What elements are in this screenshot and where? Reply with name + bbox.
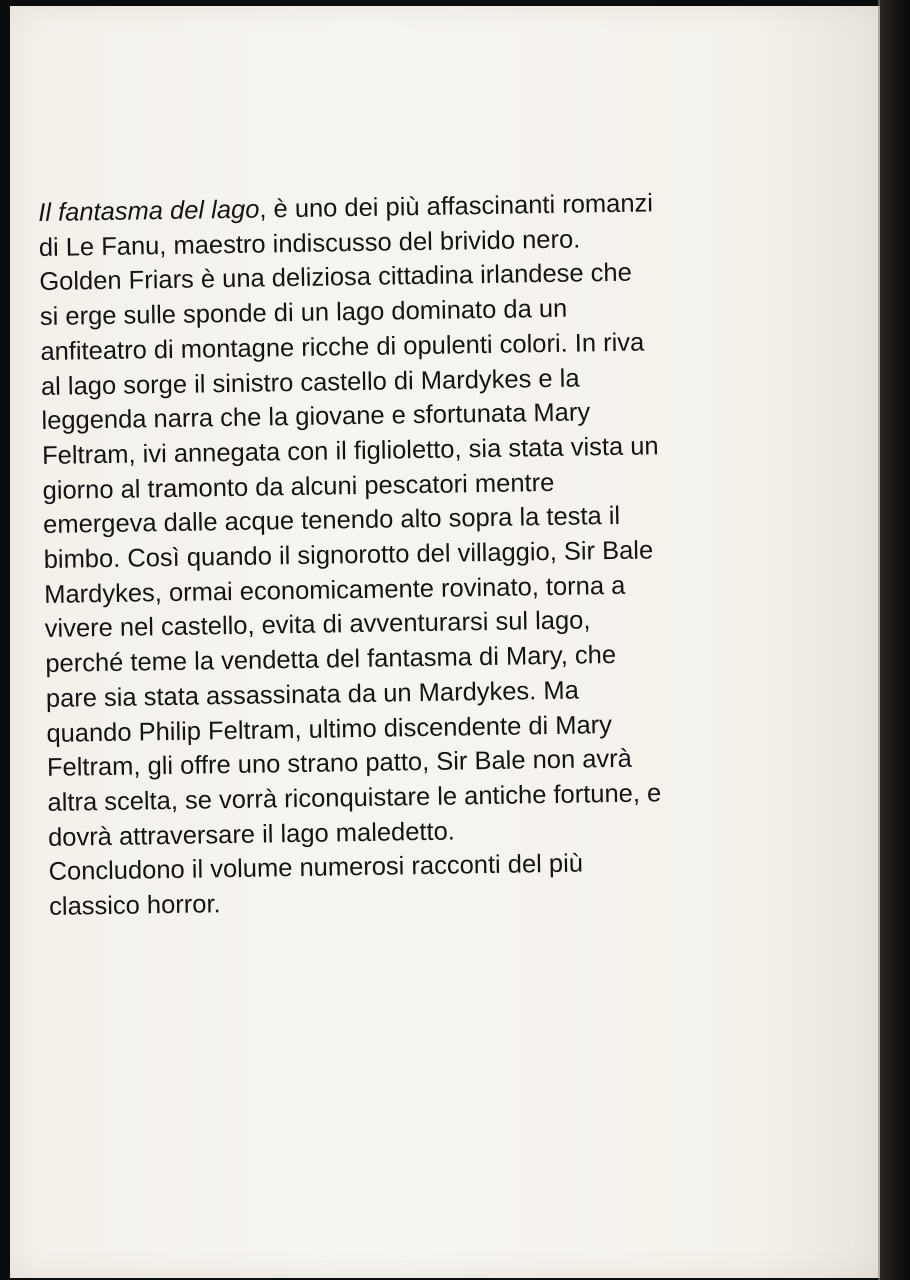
blurb-line-21: classico horror.	[48, 890, 221, 921]
blurb-text	[38, 184, 839, 925]
blurb-line-5: anfiteatro di montagne ricche di opulenti colori. In riva	[40, 328, 645, 366]
book-title: Il fantasma del lago	[38, 195, 260, 227]
blurb-line-7: leggenda narra che la giovane e sfortunata Mary	[41, 398, 591, 436]
blurb-line-14: perché teme la vendetta del fantasma di Mary, che	[45, 641, 617, 679]
blurb-line-12: Mardykes, ormai economicamente rovinato, torna a	[44, 571, 626, 609]
blurb-line-1-text: , è uno dei più affascinanti romanzi	[259, 189, 654, 224]
blurb-line-17: Feltram, gli offre uno strano patto, Sir Bale non avrà	[46, 744, 633, 783]
blurb-line-3: Golden Friars è una deliziosa cittadina irlandese che	[39, 259, 633, 297]
blurb-line-13: vivere nel castello, evita di avventurarsi sul lago,	[44, 606, 591, 644]
blurb-line-4: si erge sulle sponde di un lago dominato da un	[39, 294, 568, 332]
blurb-line-9: giorno al tramonto da alcuni pescatori mentre	[42, 468, 555, 505]
blurb-line-20: Concludono il volume numerosi racconti del più	[48, 849, 584, 887]
blurb-line-10: emergeva dalle acque tenendo alto sopra la testa il	[42, 502, 621, 540]
blurb-line-11: bimbo. Così quando il signorotto del villaggio, Sir Bale	[43, 536, 654, 574]
blurb-line-19: dovrà attraversare il lago maledetto.	[47, 817, 456, 852]
blurb-line-18: altra scelta, se vorrà riconquistare le antiche fortune, e	[47, 779, 662, 817]
blurb-line-8: Feltram, ivi annegata con il figlioletto, sia stata vista un	[41, 432, 659, 470]
blurb-line-15: pare sia stata assassinata da un Mardykes. Ma	[45, 676, 579, 713]
blurb-line-6: al lago sorge il sinistro castello di Mardykes e la	[40, 364, 580, 401]
scan-border	[880, 0, 910, 1280]
blurb-line-16: quando Philip Feltram, ultimo discendente di Mary	[46, 710, 613, 748]
blurb-line-2: di Le Fanu, maestro indiscusso del brivido nero.	[38, 225, 581, 262]
